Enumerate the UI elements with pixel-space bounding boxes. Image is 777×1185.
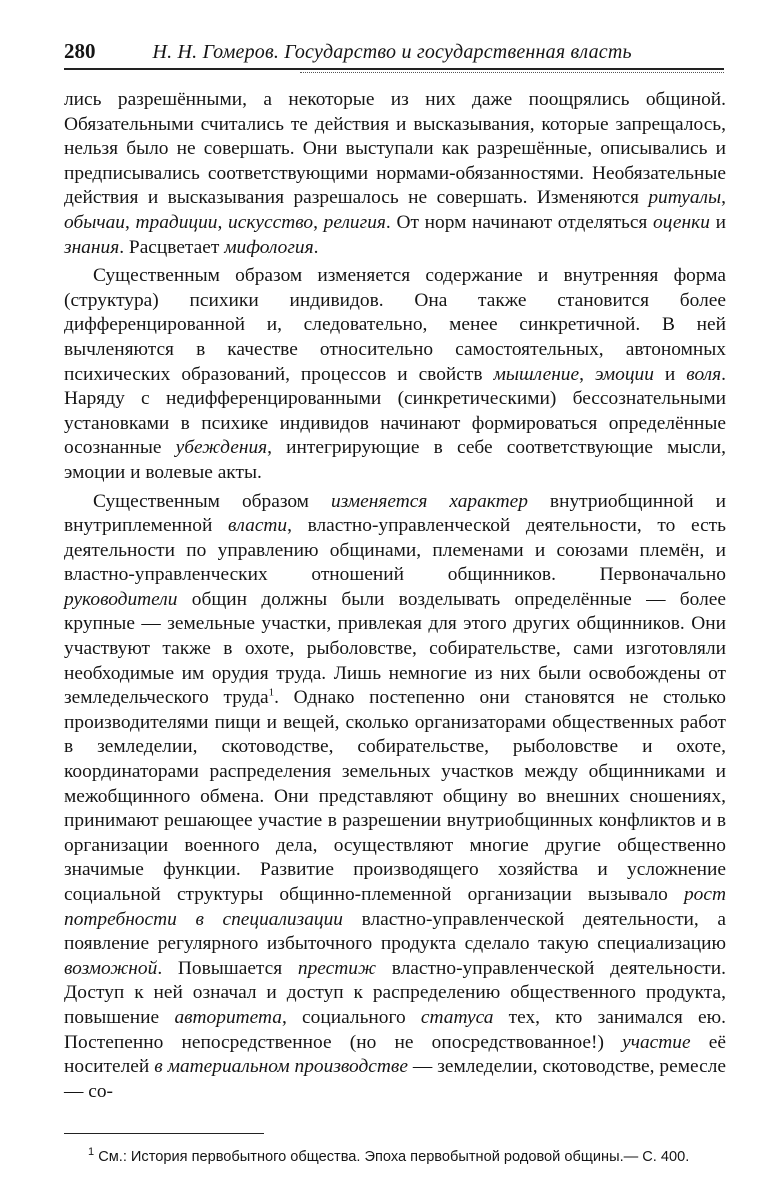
paragraph-1: [64, 88, 726, 260]
header-rule: [64, 68, 724, 70]
italic-term: мышление: [493, 363, 580, 385]
italic-term: знания: [64, 236, 120, 258]
paragraph-3: [64, 490, 726, 1105]
italic-term: в материальном производстве: [154, 1056, 408, 1078]
italic-term: эмоции: [594, 363, 654, 385]
italic-term: рост потребности в специализации: [64, 884, 726, 930]
text-run: . Наряду с недифференцированными (синкретическими) бессознательными установками в психике индивидов начинают формироваться определённые осознанные: [64, 363, 726, 459]
text-run: . Расцветает: [119, 236, 225, 258]
text-run: и: [709, 211, 726, 233]
italic-term: традиции: [135, 211, 218, 233]
header-rule-secondary: [300, 72, 724, 73]
text-run: её носителей: [64, 1031, 726, 1078]
italic-term: изменяется характер: [330, 490, 528, 512]
page-header: [64, 40, 724, 63]
italic-term: власти: [228, 515, 288, 537]
italic-term: воля: [686, 363, 722, 385]
text-run: ,: [579, 363, 595, 385]
text-run: .: [313, 236, 319, 258]
text-run: ,: [313, 211, 324, 233]
text-run: властно-управленческой деятельности. Доступ к ней означал и доступ к распределению общественного продукта, повышение: [64, 957, 726, 1028]
italic-term: статуса: [420, 1006, 494, 1028]
running-title: Н. Н. Гомеров. Государство и государственная власть: [152, 41, 632, 63]
text-run: общин должны были возделывать определённые — более крупные — земельные участки, привлекая для этого других общинников. Они участвуют также в охоте, рыболовстве, собирательстве, сами изготовляли необходимые им орудия труда. Лишь немногие из них были освобождены от земледельческого труда: [64, 588, 726, 709]
text-run: Существенным образом изменяется содержание и внутренняя форма (структура) психики индивидов. Она также становится более дифференцированной и, следовательно, менее синкретичной. В ней вычленяются в качестве относительно самостоятельных, автономных психических образований, процессов и свойств: [64, 265, 726, 385]
italic-term: авторитета: [174, 1006, 282, 1028]
italic-term: искусство: [228, 211, 314, 233]
footnote-reference: 1: [268, 686, 275, 699]
paragraph-2: [64, 264, 726, 485]
italic-term: убеждения: [175, 437, 268, 459]
page-number: 280: [64, 39, 96, 63]
italic-term: мифология: [224, 236, 314, 258]
text-run: ,: [217, 211, 229, 233]
italic-term: обычаи: [64, 211, 125, 233]
text-run: , социального: [281, 1006, 421, 1028]
footnote: [64, 1148, 726, 1166]
italic-term: возможной: [64, 957, 158, 979]
text-run: ,: [124, 211, 136, 233]
text-run: тех, кто занимался ею. Постепенно непосредственное (но не опосредствованное!): [64, 1006, 726, 1053]
text-run: лись разрешёнными, а некоторые из них даже поощрялись общиной. Обязательными считались те действия и высказывания, которые запрещалось, нельзя было не совершать. Они выступали как разрешённые, описывались и предписывались соответствующими нормами-обязанностями. Необязательные действия и высказывания разрешалось не совершать. Изменяются: [64, 89, 726, 209]
italic-term: ритуалы: [648, 187, 722, 209]
text-run: — земледелии, скотоводстве, ремесле — со-: [64, 1056, 726, 1102]
text-run: , властно-управленческой деятельности, то есть деятельности по управлению общинами, племенами и союзами племён, и властно-управленческих отношений общинников. Первоначально: [64, 515, 726, 586]
italic-term: престиж: [297, 957, 376, 979]
text-run: ,: [721, 187, 726, 209]
italic-term: участие: [622, 1031, 691, 1053]
text-run: . Однако постепенно они становятся не столько производителями пищи и вещей, сколько организаторами общественных работ в земледелии, скотоводстве, собирательстве, рыболовстве и охоте, координаторами распределения земельных участков между общинниками и межобщинного обмена. Они представляют общину во внешних сношениях, принимают решающее участие в разрешении внутриобщинных конфликтов и в организации военного дела, осуществляют многие другие общественно значимые функции. Развитие производящего хозяйства и усложнение социальной структуры общинно-племенной организации вызывало: [64, 687, 726, 905]
body-text: [64, 88, 726, 1104]
footnote-marker: 1: [88, 1146, 95, 1159]
italic-term: оценки: [653, 211, 710, 233]
text-run: , интегрирующие в себе соответствующие мысли, эмоции и волевые акты.: [64, 437, 726, 483]
text-run: . От норм начинают отделяться: [385, 211, 654, 233]
footnote-rule: [64, 1133, 264, 1134]
italic-term: руководители: [64, 588, 178, 610]
text-run: властно-управленческой деятельности, а появление регулярного избыточного продукта сделало такую специализацию: [64, 908, 727, 955]
text-run: . Повышается: [157, 957, 298, 979]
text-run: Существенным образом: [93, 490, 331, 512]
italic-term: религия: [323, 211, 386, 233]
footnote-text: См.: История первобытного общества. Эпоха первобытной родовой общины.— С. 400.: [98, 1149, 690, 1165]
text-run: и: [653, 363, 687, 385]
text-run: внутриобщинной и внутриплеменной: [64, 490, 726, 537]
